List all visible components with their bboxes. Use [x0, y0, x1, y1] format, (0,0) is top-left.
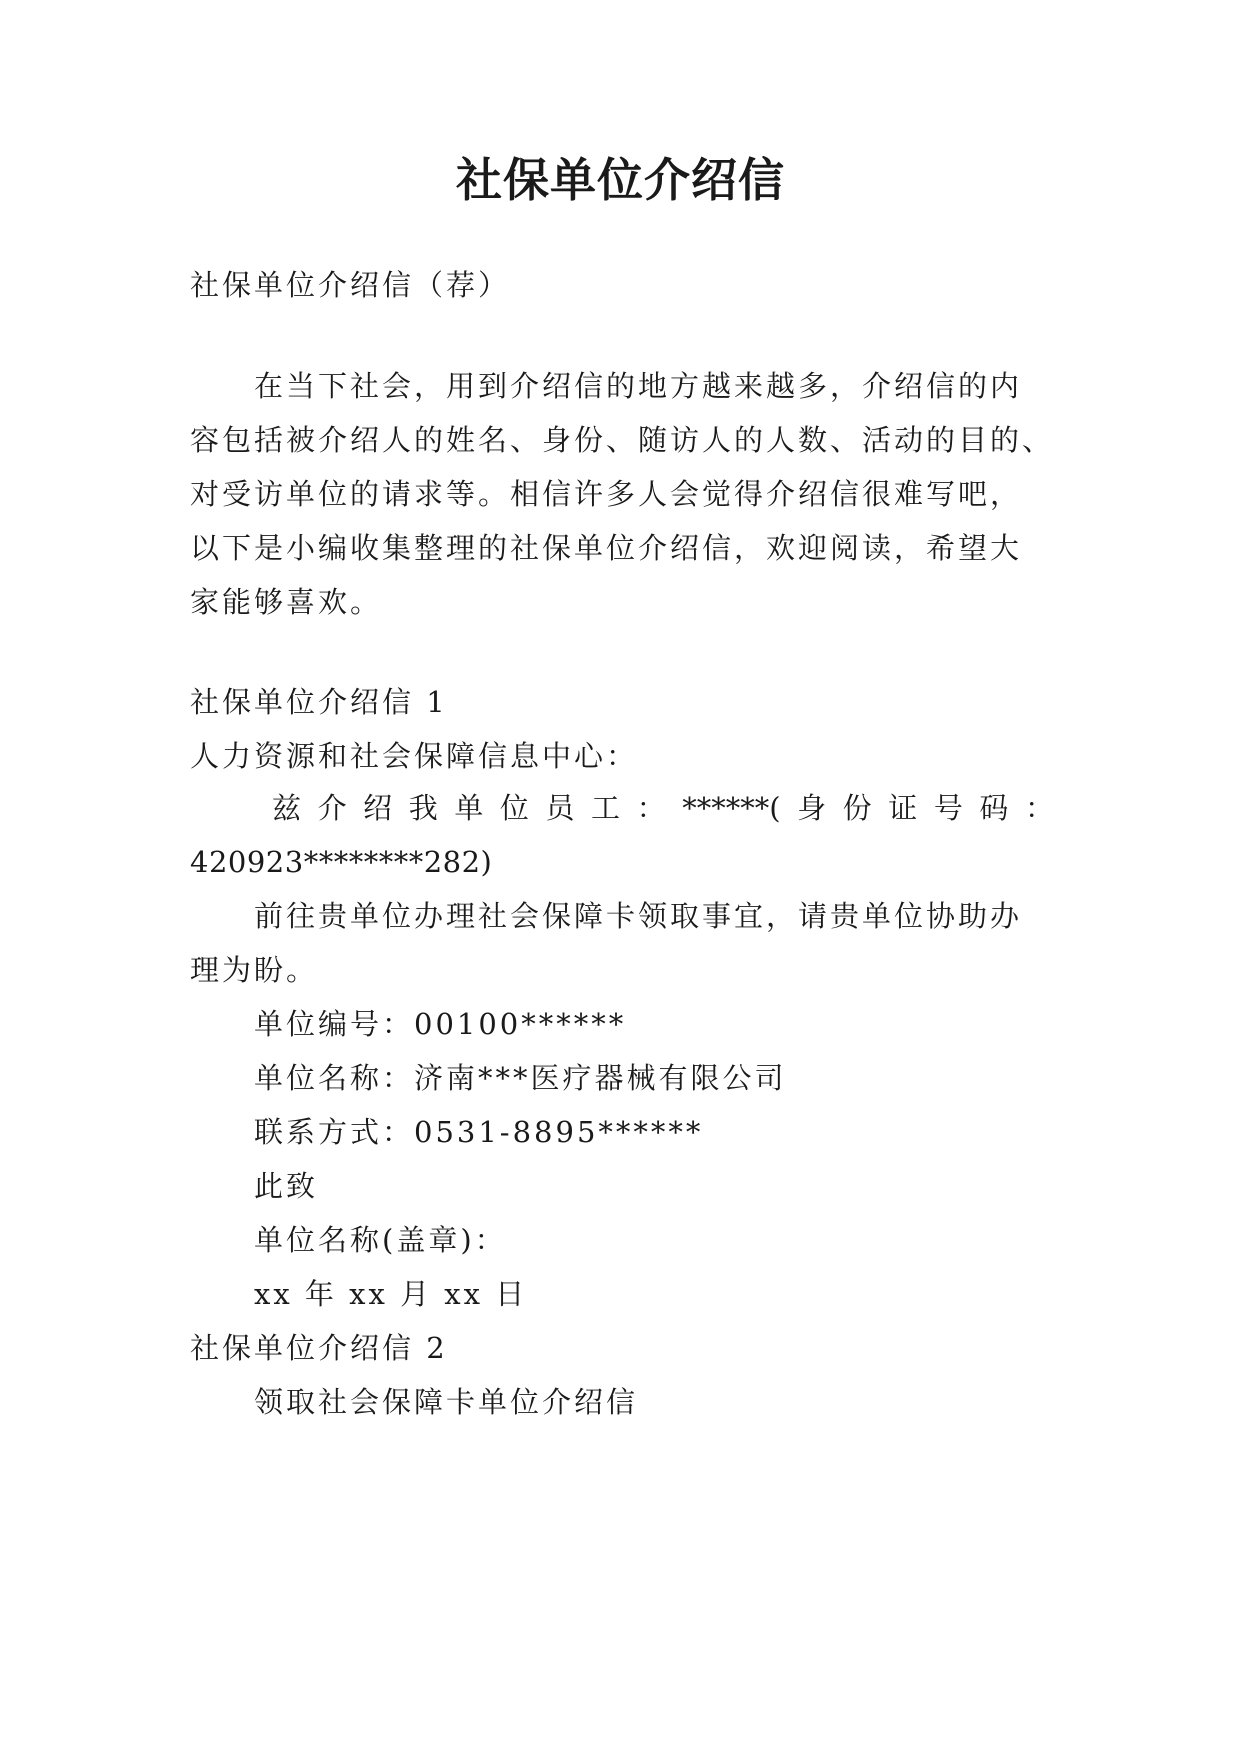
- letter1-unit-code: 单位编号：00100******: [254, 1007, 627, 1041]
- intro-paragraph-line-1: 在当下社会，用到介绍信的地方越来越多，介绍信的内: [254, 369, 1023, 403]
- letter2-heading: 社保单位介绍信 2: [190, 1331, 448, 1365]
- intro-paragraph-line-4: 以下是小编收集整理的社保单位介绍信，欢迎阅读，希望大: [190, 531, 1023, 565]
- letter1-heading: 社保单位介绍信 1: [190, 685, 448, 719]
- intro-paragraph-line-3: 对受访单位的请求等。相信许多人会觉得介绍信很难写吧，: [190, 477, 1023, 511]
- letter1-date: xx 年 xx 月 xx 日: [254, 1277, 528, 1311]
- intro-paragraph-line-2: 容包括被介绍人的姓名、身份、随访人的人数、活动的目的、: [190, 423, 1055, 457]
- letter1-seal-label: 单位名称(盖章)：: [254, 1223, 507, 1257]
- letter1-unit-name: 单位名称：济南***医疗器械有限公司: [254, 1061, 787, 1095]
- intro-char: 号: [933, 791, 963, 825]
- intro-char: 工: [591, 791, 621, 825]
- document-title: 社保单位介绍信: [456, 153, 785, 207]
- letter1-id-number: 420923********282): [190, 845, 493, 879]
- intro-char: 员: [545, 791, 575, 825]
- intro-char: 证: [888, 791, 918, 825]
- intro-char: ：: [636, 791, 666, 825]
- intro-char: ******(: [682, 791, 781, 825]
- intro-char: 单: [454, 791, 484, 825]
- letter1-purpose-line-1: 前往贵单位办理社会保障卡领取事宜，请贵单位协助办: [254, 899, 1023, 933]
- letter1-recipient: 人力资源和社会保障信息中心：: [190, 739, 639, 773]
- letter1-intro-line: [272, 788, 1054, 828]
- intro-char: 位: [499, 791, 529, 825]
- intro-char: 码: [979, 791, 1009, 825]
- intro-char: 身: [797, 791, 827, 825]
- intro-char: ：: [1024, 791, 1054, 825]
- intro-paragraph-line-5: 家能够喜欢。: [190, 585, 383, 619]
- intro-char: 我: [408, 791, 438, 825]
- letter1-purpose-line-2: 理为盼。: [190, 953, 319, 987]
- intro-char: 兹: [272, 791, 302, 825]
- intro-char: 介: [317, 791, 347, 825]
- intro-char: 绍: [363, 791, 393, 825]
- letter2-subheading: 领取社会保障卡单位介绍信: [254, 1385, 639, 1419]
- letter1-contact: 联系方式：0531-8895******: [254, 1115, 704, 1149]
- letter1-closing: 此致: [254, 1169, 319, 1203]
- document-subtitle: 社保单位介绍信（荐）: [190, 268, 511, 302]
- intro-char: 份: [842, 791, 872, 825]
